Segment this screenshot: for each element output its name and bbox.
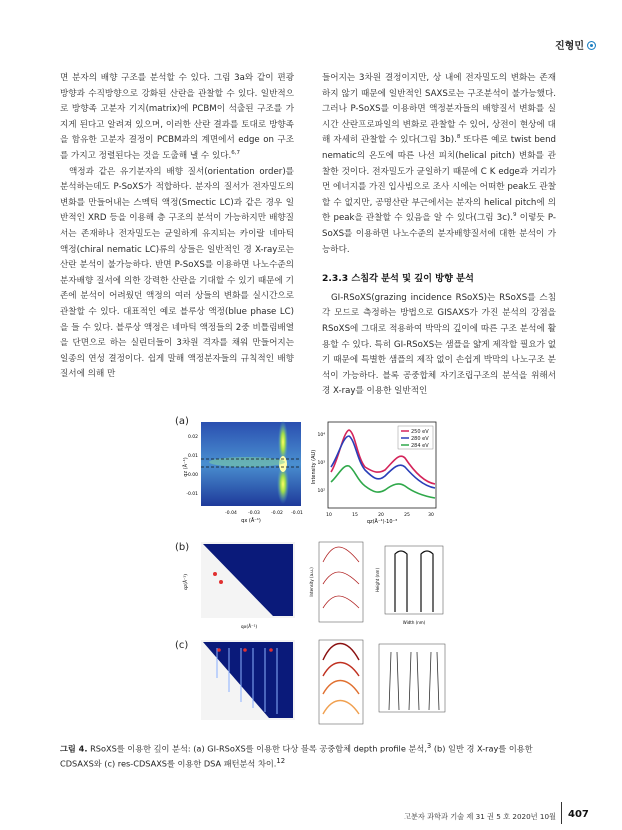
figure-caption: 그림 4. RSoXS를 이용한 깊이 분석: (a) GI-RSoXS를 이용한 다상 블록 공중합체 depth profile 분석,$^3$ (b) 일반 경 X-ray를 이용한 CDSAXS와 (c) res-CDSAXS를 이용한 DSA 패턴분석 차이.$^{12}$ — [60, 742, 533, 769]
tick-label: -0.03 — [248, 511, 260, 516]
peak-marker — [269, 648, 273, 652]
footer-divider — [561, 802, 562, 824]
tick-label: 20 — [378, 513, 384, 518]
section-title: 2.3.3 스침각 분석 및 깊이 방향 분석 — [322, 273, 474, 285]
figure-graphic — [173, 412, 463, 736]
tick-label: 10³ — [317, 461, 325, 466]
panel-label-c: (c) — [175, 640, 189, 651]
page-number: 407 — [568, 809, 589, 820]
footer-journal: 고분자 과학과 기술 제 31 권 5 호 2020년 10월 — [404, 812, 556, 821]
tick-label: 10⁴ — [317, 433, 325, 438]
heatmap-band — [209, 457, 285, 467]
peak-marker — [243, 648, 247, 652]
axis-label: Intensity (a.u.) — [309, 567, 314, 597]
right-column — [322, 71, 556, 400]
panel-label-b: (b) — [175, 542, 190, 553]
tick-label: 0.02 — [187, 435, 198, 440]
axis-label: qx(Å⁻¹) — [240, 625, 258, 630]
paragraph: 들어지는 3차원 결정이지만, 상 내에 전자밀도의 변화는 존재하지 않기 때문에 일반적인 SAXS로는 구조분석이 불가능했다. 그러나 P-SoXS를 이용하면 액정분자들의 배향질서 변화를 실시간 산란프로파일의 변화로 관찰할 수 있어, 상전이 현상에 대해 자세히 관찰할 수 있다(그림 3b).$^8$ 또다른 예로 twist bend nematic의 온도에 따른 나선 피치(helical pitch) 변화를 관찰한 것이다. 전자밀도가 균일하기 때문에 C K edge과 거리가 먼 에너지를 가진 입사빔으로 조사 시에는 어떠한 peak도 관찰할 수 없지만, 공명산란 부근에서는 분자의 helical pitch에 의한 peak을 관찰할 수 있음을 알 수 있다(그림 3c).$^9$ 이렇듯 P-SoXS를 이용하면 나노수준의 분자배향질서에 대한 분석이 가능하다. — [322, 73, 557, 255]
tick-label: -0.01 — [186, 492, 198, 497]
axis-label: Height (nm) — [375, 567, 380, 593]
tick-label: -0.02 — [271, 511, 283, 516]
circle-icon — [587, 41, 596, 50]
axis-label: qz (Å⁻¹) — [183, 457, 189, 477]
peak-marker — [217, 648, 221, 652]
tick-label: 15 — [352, 513, 358, 518]
tick-label: 10² — [317, 489, 325, 494]
tick-label: 0.01 — [187, 454, 198, 459]
axis-label: qz(Å⁻¹) — [184, 574, 189, 590]
axis-label: Width (nm) — [402, 620, 426, 625]
axis-label: qz(Å⁻¹)·10⁻³ — [366, 519, 398, 525]
axis-label: Intensity (AU) — [311, 449, 317, 485]
tick-label: -0.04 — [225, 511, 237, 516]
legend-entry: 250 eV — [411, 429, 429, 435]
paragraph: 면 분자의 배향 구조를 분석할 수 있다. 그림 3a와 같이 편광 방향과 수직방향으로 강화된 산란을 관찰할 수 있다. 일반적으로 방향족 고분자 기지(matrix)에 PCBM이 석출된 구조를 가지게 된다고 알려져 있으며, 이러한 산란 결과를 토대로 방향족을 함유한 고분자 결정이 PCBM과의 계면에서 edge on 구조를 가지고 정렬된다는 것을 도출해 낼 수 있다.$^{6,7}$ — [60, 73, 294, 161]
panel-label-a: (a) — [175, 416, 189, 427]
tick-label: 30 — [428, 513, 434, 518]
tick-label: 10 — [326, 513, 332, 518]
line-profile-plot — [385, 546, 443, 614]
tick-label: 0.00 — [187, 473, 198, 478]
left-column — [60, 71, 294, 383]
legend-entry: 284 eV — [411, 443, 429, 449]
axis-label: qx (Å⁻¹) — [241, 518, 261, 524]
tick-label: -0.01 — [291, 511, 303, 516]
paragraph: 액정과 같은 유기분자의 배향 질서(orientation order)를 분석하는데도 P-SoXS가 적합하다. 분자의 질서가 전자밀도의 변화를 만들어내는 스멕틱 액정(Smectic LC)과 같은 경우 일반적인 XRD 등을 이용해 층 구조의 분석이 가능하지만 배향질서는 존재하나 전자밀도는 균일하게 유지되는 카이랄 네마틱 액정(chiral nematic LC)류의 상들은 일반적인 경 X-ray로는 산란 분석이 불가능하다. 반면 P-SoXS를 이용하면 나노수준의 분자배향 질서에 의한 강력한 산란을 기대할 수 있기 때문에 기존에 분석이 어려웠던 액정의 여러 상들의 변화를 실시간으로 관찰할 수 있다. 대표적인 예로 블루상 액정(blue phase LC)을 들 수 있다. 블루상 액정은 네마틱 액정들의 2중 비틀림배열을 단면으로 하는 실린더들이 3차원 격자를 채워 만들어지는 일종의 연성 결정이다. 쉽게 말해 액정분자들의 규칙적인 배향질서에 의해 만 — [60, 166, 294, 380]
header-author: 진형민 — [555, 37, 596, 52]
figure-4 — [173, 412, 463, 736]
peak-marker — [219, 580, 223, 584]
legend-entry: 280 eV — [411, 436, 429, 442]
paragraph: GI-RSoXS(grazing incidence RSoXS)는 RSoXS를 스침각 모드로 측정하는 방법으로 GISAXS가 가진 분석의 강점을 RSoXS에 그대로 적용하여 박막의 깊이에 따른 구조 분석에 활용할 수 있다. 특히 GI-RSoXS는 샘플을 얇게 제작할 필요가 없기 때문에 특별한 샘플의 제작 없이 손쉽게 박막의 나노구조 분석이 가능하다. 블록 공중합체 자기조립구조의 분석을 위해서 경 X-ray를 이용한 일반적인 — [322, 292, 556, 397]
tick-label: 25 — [404, 513, 410, 518]
peak-marker — [213, 572, 217, 576]
